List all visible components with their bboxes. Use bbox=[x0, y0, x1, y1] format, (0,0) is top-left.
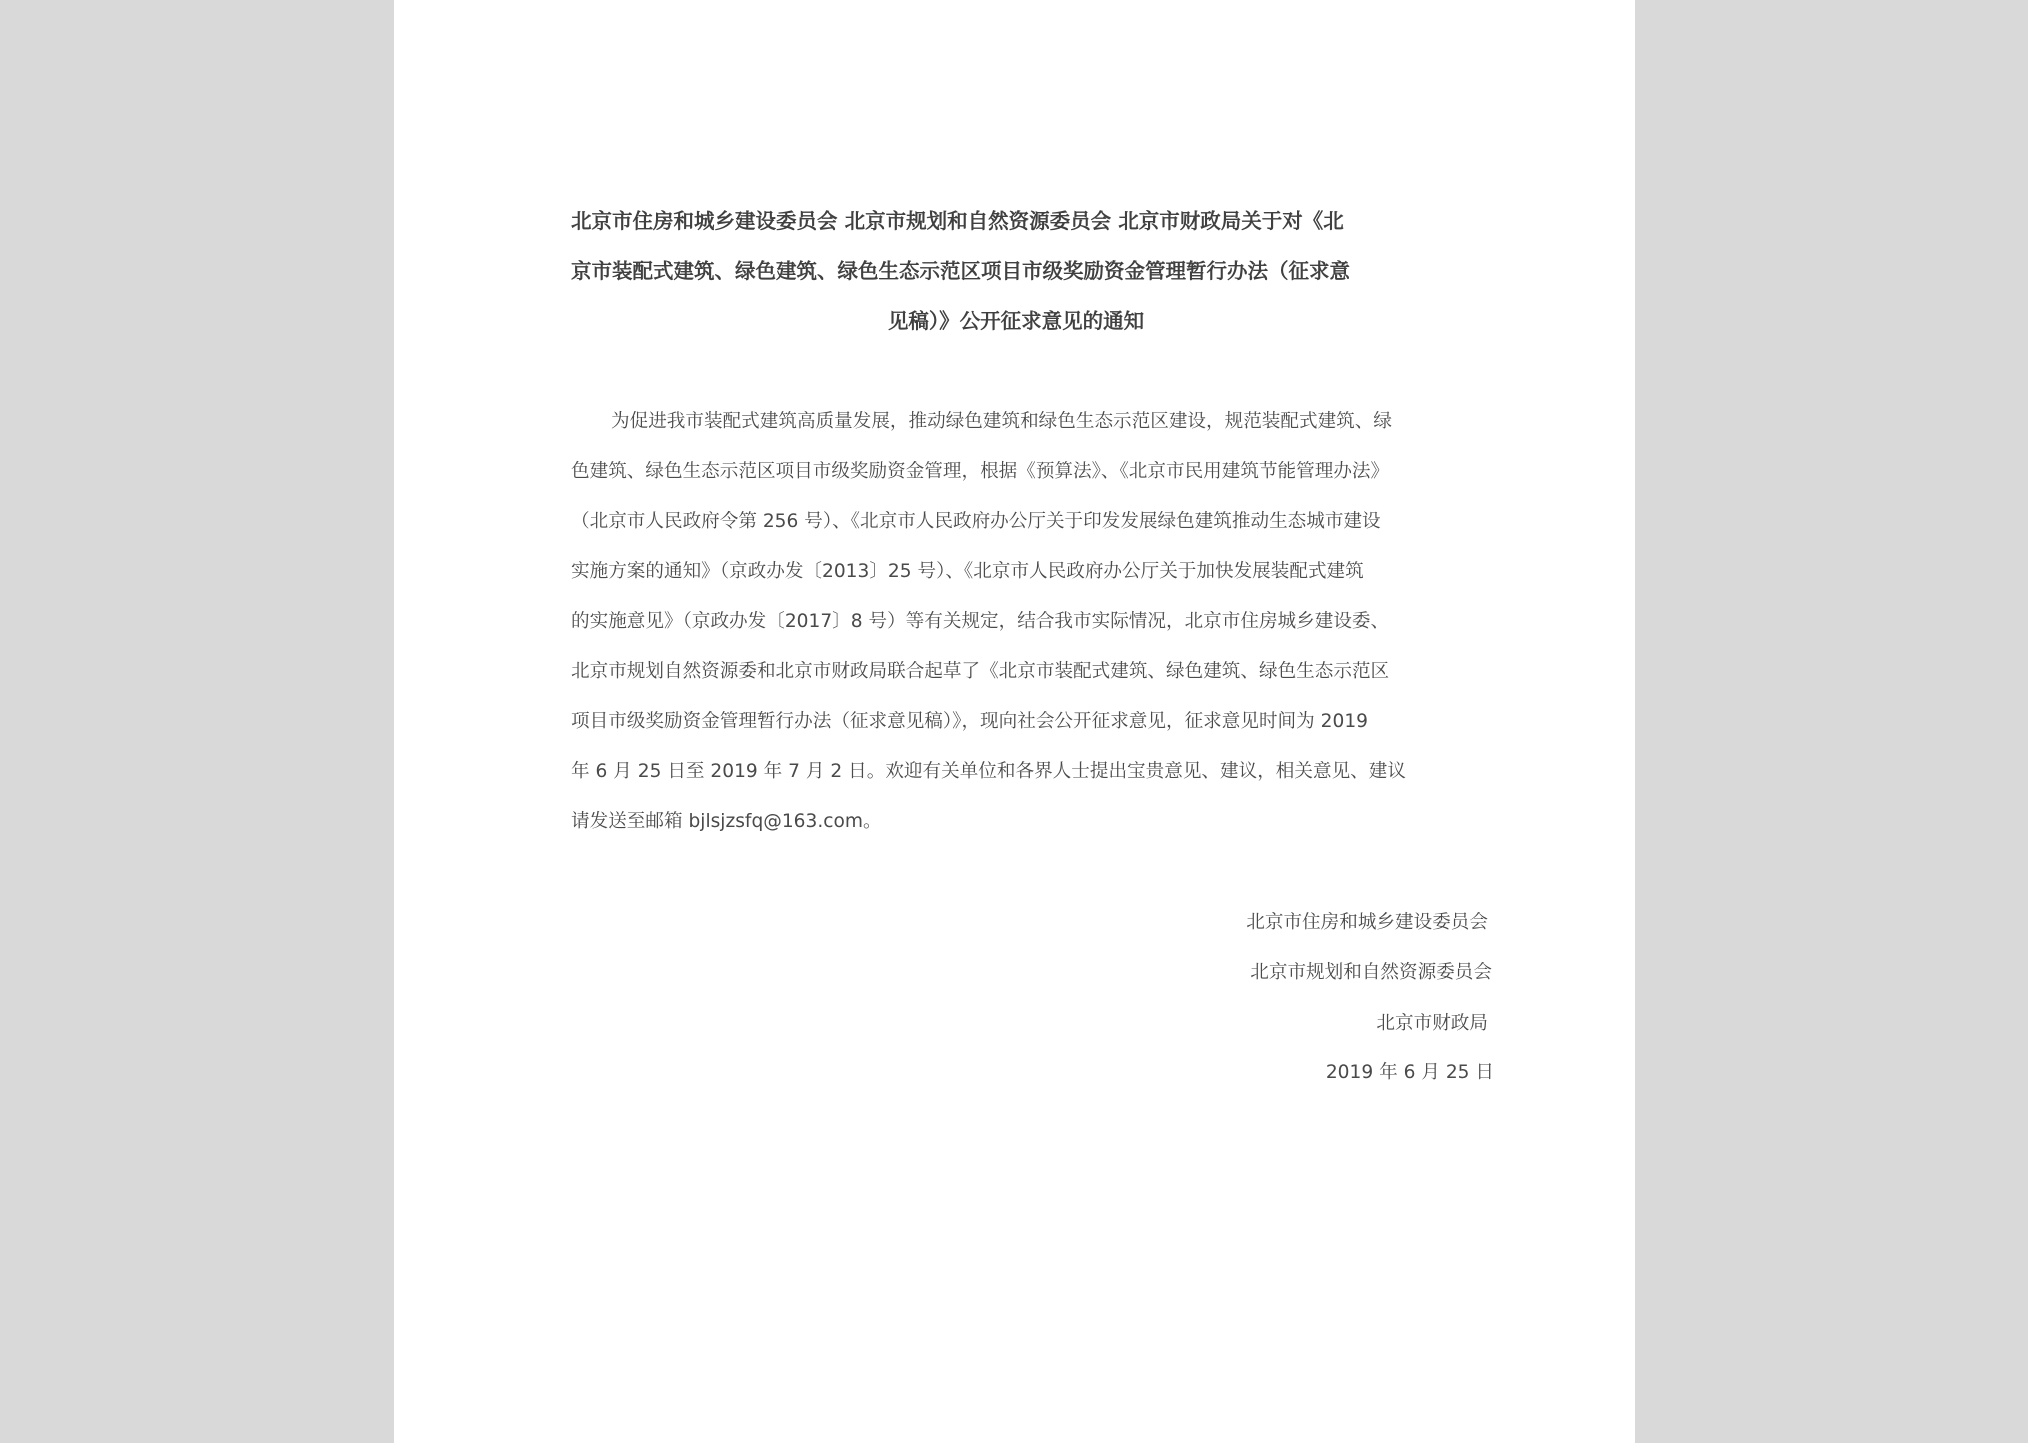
title-line: 见稿）》公开征求意见的通知 bbox=[887, 309, 1145, 333]
signature-housing-commission: 北京市住房和城乡建设委员会 bbox=[1246, 912, 1488, 933]
title-line: 北京市住房和城乡建设委员会 北京市规划和自然资源委员会 北京市财政局关于对《北 bbox=[571, 209, 1344, 233]
body-line: 请发送至邮箱 bjlsjzsfq@163.com。 bbox=[571, 811, 882, 832]
signature-planning-commission: 北京市规划和自然资源委员会 bbox=[1250, 962, 1492, 983]
body-line: 实施方案的通知》（京政办发〔2013〕25 号）、《北京市人民政府办公厅关于加快发展装配式建筑 bbox=[571, 561, 1364, 582]
body-line: 北京市规划自然资源委和北京市财政局联合起草了《北京市装配式建筑、绿色建筑、绿色生态示范区 bbox=[571, 661, 1390, 682]
body-line: 项目市级奖励资金管理暂行办法（征求意见稿）》，现向社会公开征求意见，征求意见时间为 2019 bbox=[571, 711, 1368, 732]
document-date: 2019 年 6 月 25 日 bbox=[1325, 1062, 1494, 1083]
body-line: 色建筑、绿色生态示范区项目市级奖励资金管理，根据《预算法》、《北京市民用建筑节能管理办法》 bbox=[571, 461, 1390, 482]
body-line: 的实施意见》（京政办发〔2017〕8 号）等有关规定，结合我市实际情况，北京市住房城乡建设委、 bbox=[571, 611, 1390, 632]
document-title bbox=[571, 196, 1461, 346]
body-line: 为促进我市装配式建筑高质量发展，推动绿色建筑和绿色生态示范区建设，规范装配式建筑、绿 bbox=[611, 411, 1392, 432]
body-line: 年 6 月 25 日至 2019 年 7 月 2 日。欢迎有关单位和各界人士提出宝贵意见、建议，相关意见、建议 bbox=[571, 761, 1406, 782]
document-body bbox=[571, 397, 1461, 847]
document-page bbox=[394, 0, 1635, 1443]
title-line: 京市装配式建筑、绿色建筑、绿色生态示范区项目市级奖励资金管理暂行办法（征求意 bbox=[571, 259, 1350, 283]
body-line: （北京市人民政府令第 256 号）、《北京市人民政府办公厅关于印发发展绿色建筑推动生态城市建设 bbox=[571, 511, 1381, 532]
signature-finance-bureau: 北京市财政局 bbox=[1376, 1013, 1488, 1034]
